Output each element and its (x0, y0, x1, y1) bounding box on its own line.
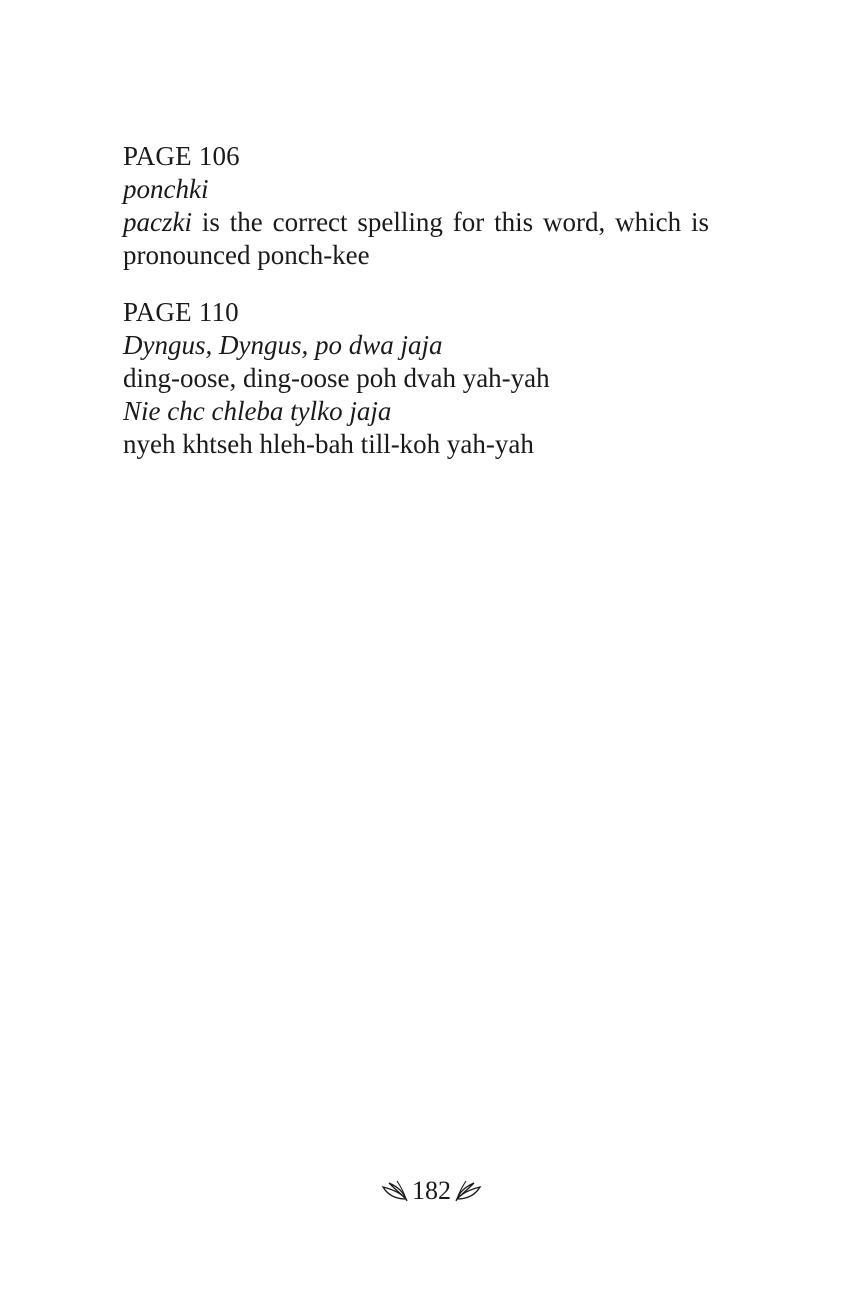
polish-phrase: Dyngus, Dyngus, po dwa jaja (123, 330, 443, 360)
entry-heading: PAGE 106 (123, 141, 240, 171)
leaf-ornament-icon (380, 1180, 408, 1202)
term-italic: ponchki (123, 174, 209, 204)
entry-page-106 (123, 140, 723, 272)
note-text: is the correct spelling for this word, which is pronounced ponch-kee (123, 207, 709, 270)
leaf-ornament-icon (455, 1180, 483, 1202)
term-correct-spelling: paczki (123, 207, 192, 237)
phonetic-pronunciation: ding-oose, ding-oose poh dvah yah-yah (123, 363, 550, 393)
phonetic-pronunciation: nyeh khtseh hleh-bah till-koh yah-yah (123, 429, 534, 459)
entry-page-110 (123, 296, 723, 461)
pronunciation-notes (123, 140, 723, 485)
polish-phrase: Nie chc chleba tylko jaja (123, 396, 392, 426)
entry-note (123, 206, 709, 272)
page-footer (0, 1176, 863, 1206)
page-number: 182 (412, 1176, 451, 1205)
entry-heading: PAGE 110 (123, 297, 239, 327)
